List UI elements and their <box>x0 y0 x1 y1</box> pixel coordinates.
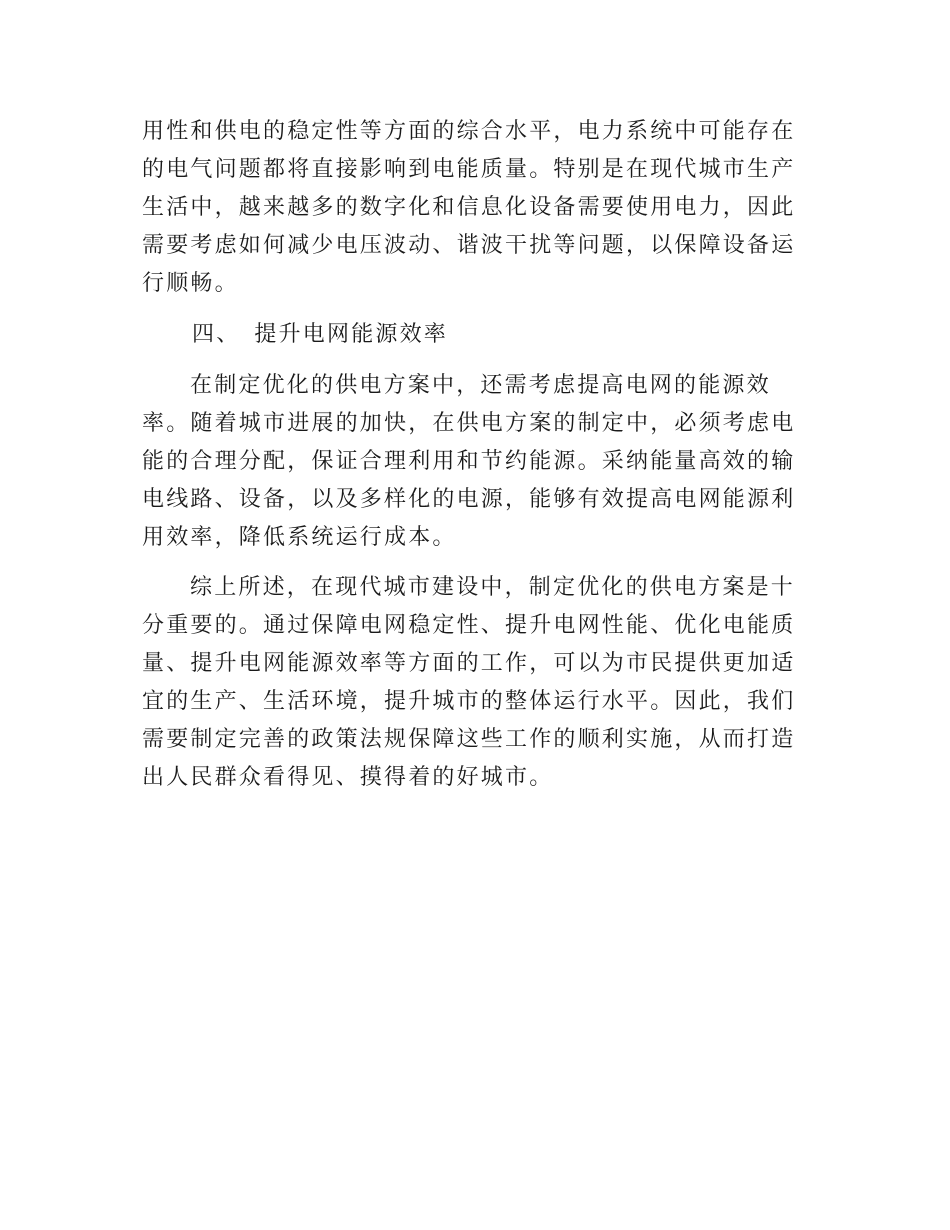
paragraph-line: 的电气问题都将直接影响到电能质量。特别是在现代城市生产 <box>142 157 796 182</box>
paragraph-line: 率。随着城市进展的加快，在供电方案的制定中，必须考虑电 <box>142 411 796 436</box>
section-number: 四、 <box>192 322 241 347</box>
section-heading <box>192 316 864 354</box>
paragraph-energy-efficiency <box>142 367 814 557</box>
paragraph-line: 宜的生产、生活环境，提升城市的整体运行水平。因此，我们 <box>142 689 796 714</box>
paragraph-line: 量、提升电网能源效率等方面的工作，可以为市民提供更加适 <box>142 651 796 676</box>
section-title: 提升电网能源效率 <box>254 322 449 347</box>
paragraph-power-quality <box>142 113 814 303</box>
paragraph-line: 用性和供电的稳定性等方面的综合水平，电力系统中可能存在 <box>142 119 796 144</box>
paragraph-line: 能的合理分配，保证合理利用和节约能源。采纳能量高效的输 <box>142 449 796 474</box>
paragraph-line: 需要制定完善的政策法规保障这些工作的顺利实施，从而打造 <box>142 727 796 752</box>
paragraph-line: 用效率，降低系统运行成本。 <box>142 525 457 550</box>
paragraph-line: 分重要的。通过保障电网稳定性、提升电网性能、优化电能质 <box>142 613 796 638</box>
paragraph-line: 电线路、设备，以及多样化的电源，能够有效提高电网能源利 <box>142 487 796 512</box>
paragraph-line: 行顺畅。 <box>142 271 239 296</box>
paragraph-line: 生活中，越来越多的数字化和信息化设备需要使用电力，因此 <box>142 195 796 220</box>
paragraph-line: 需要考虑如何减少电压波动、谐波干扰等问题，以保障设备运 <box>142 233 796 258</box>
paragraph-line: 综上所述，在现代城市建设中，制定优化的供电方案是十 <box>190 575 796 600</box>
paragraph-line: 出人民群众看得见、摸得着的好城市。 <box>142 765 554 790</box>
paragraph-line: 在制定优化的供电方案中，还需考虑提高电网的能源效 <box>190 373 771 398</box>
paragraph-summary <box>142 569 814 797</box>
